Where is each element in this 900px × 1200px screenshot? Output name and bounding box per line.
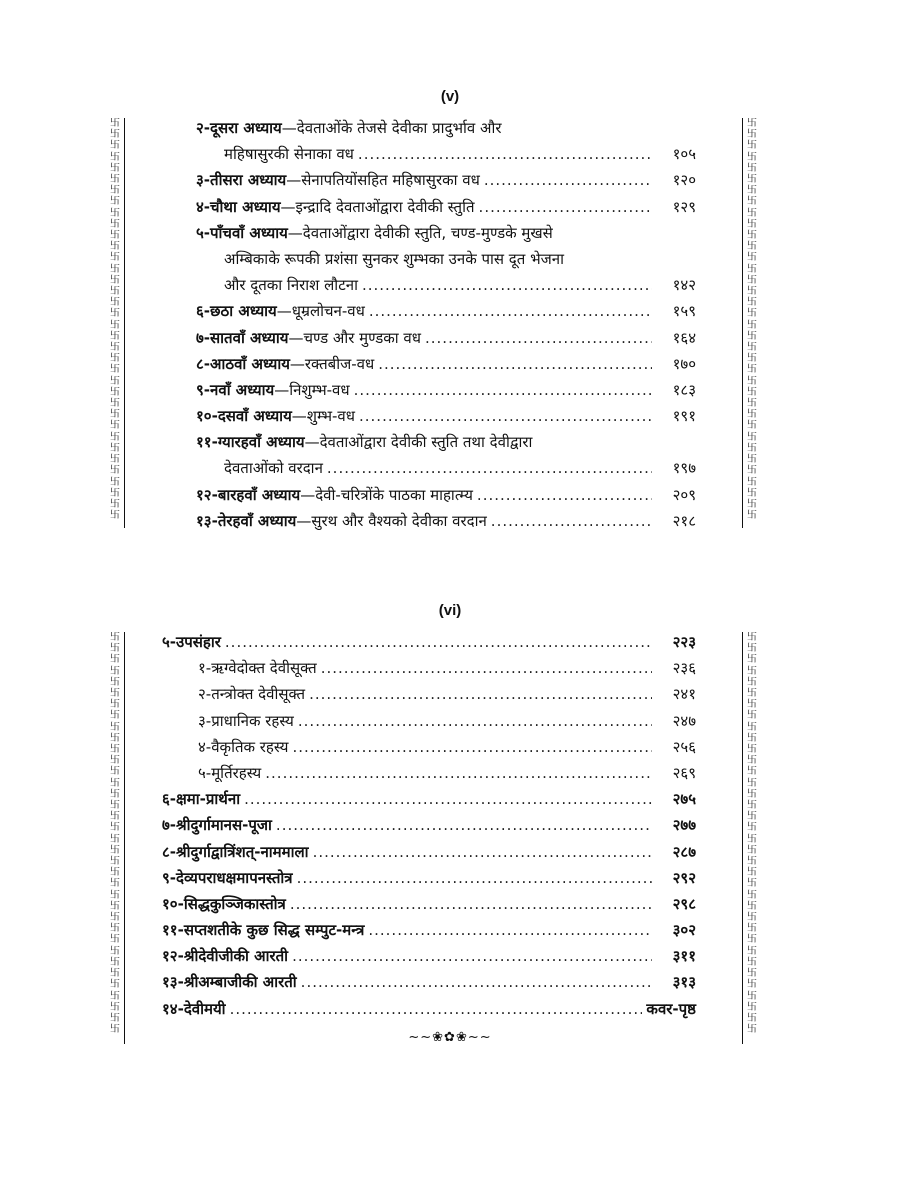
page-number: २९८ (672, 894, 696, 913)
chapter-description: देवताओंको वरदान (224, 459, 323, 478)
page-number: १९७ (672, 459, 696, 478)
chapter-title: ८-आठवाँ अध्याय (196, 354, 290, 373)
entry-title: ४-वैकृतिक रहस्य (198, 737, 289, 756)
toc-section-v (196, 118, 696, 537)
dot-leader (301, 973, 652, 991)
toc-entry (196, 380, 696, 406)
chapter-description: —देवताओंके तेजसे देवीका प्रादुर्भाव और (281, 119, 502, 137)
page-number: ३१३ (672, 973, 696, 992)
toc-entry (196, 432, 696, 458)
chapter-description: —देवताओंद्वारा देवीकी स्तुति तथा देवीद्वारा (304, 433, 533, 452)
dot-leader (265, 764, 652, 782)
dot-leader (276, 816, 652, 834)
entry-label (198, 763, 261, 783)
page-number: २४१ (672, 685, 696, 704)
dot-leader (327, 459, 652, 477)
dot-leader (230, 1000, 643, 1018)
dot-leader (225, 633, 652, 651)
page-number: २३६ (672, 659, 696, 678)
entry-label (224, 275, 358, 295)
toc-entry (196, 328, 696, 354)
toc-section-vi (162, 632, 696, 1025)
toc-entry (196, 144, 696, 170)
entry-label (162, 789, 240, 809)
entry-title: १३-श्रीअम्बाजीकी आरती (162, 973, 297, 992)
entry-label (198, 737, 288, 757)
page-number: १५९ (672, 302, 696, 321)
toc-entry (196, 511, 696, 537)
entry-title: ५-मूर्तिरहस्य (198, 763, 262, 782)
chapter-description: —देवताओंद्वारा देवीकी स्तुति, चण्ड-मुण्डके मुखसे (287, 223, 553, 242)
entry-title: ११-सप्तशतीके कुछ सिद्ध सम्पुट-मन्त्र (162, 921, 365, 940)
entry-label (162, 868, 293, 888)
chapter-title: ११-ग्यारहवाँ अध्याय (196, 433, 305, 452)
dot-leader (321, 659, 652, 677)
entry-label (198, 711, 294, 731)
toc-entry (162, 737, 696, 763)
entry-title: ७-श्रीदुर्गामानस-पूजा (162, 816, 272, 835)
entry-label (196, 406, 355, 426)
page-number: २२३ (672, 633, 696, 651)
entry-title: १२-श्रीदेवीजीकी आरती (162, 947, 289, 966)
page-number: १७० (672, 354, 696, 373)
entry-title: २-तन्त्रोक्त देवीसूक्त (198, 685, 306, 704)
chapter-title: ६-छठा अध्याय (196, 302, 277, 321)
page-number: १२० (672, 171, 696, 190)
dot-leader (313, 843, 652, 861)
dot-leader (425, 329, 652, 347)
toc-entry (196, 197, 696, 223)
dot-leader (292, 947, 652, 965)
page-number: २९२ (672, 868, 696, 887)
chapter-description: —निशुम्भ-वध (274, 380, 350, 399)
entry-label (196, 328, 421, 348)
entry-title: ८-श्रीदुर्गाद्वात्रिंशत्-नाममाला (162, 842, 309, 861)
page-number: १९१ (672, 407, 696, 426)
entry-label (162, 999, 226, 1019)
dot-leader (298, 712, 652, 730)
entry-label (224, 144, 354, 164)
page-number: ३११ (672, 947, 696, 966)
dot-leader (297, 869, 652, 887)
entry-title: १४-देवीमयी (162, 999, 226, 1018)
entry-label (196, 432, 532, 452)
toc-entry (162, 842, 696, 868)
entry-label (196, 511, 487, 531)
toc-entry (162, 632, 696, 658)
page-number: २७५ (672, 790, 696, 809)
page-label-vi: (vi) (438, 602, 462, 619)
chapter-title: ४-चौथा अध्याय (196, 197, 281, 216)
page-number: २०९ (672, 485, 696, 504)
dot-leader (368, 921, 652, 939)
dot-leader (354, 381, 652, 399)
page-number: १४२ (672, 276, 696, 295)
entry-label (196, 380, 350, 400)
toc-entry (196, 275, 696, 301)
toc-entry (162, 658, 696, 684)
entry-title: ६-क्षमा-प्रार्थना (162, 790, 241, 809)
chapter-description: अम्बिकाके रूपकी प्रशंसा सुनकर शुम्भका उनके पास दूत भेजना (224, 249, 564, 268)
entry-label (224, 249, 564, 269)
dot-leader (378, 355, 652, 373)
chapter-description: —चण्ड और मुण्डका वध (288, 328, 421, 347)
entry-title: ३-प्राधानिक रहस्य (198, 711, 294, 730)
ornament-divider: ~~❀✿❀~~ (408, 1030, 492, 1045)
dot-leader (309, 685, 652, 703)
entry-label (196, 354, 374, 374)
entry-label (162, 920, 364, 940)
entry-label (162, 632, 221, 652)
chapter-description: महिषासुरकी सेनाका वध (224, 145, 354, 164)
toc-entry (196, 118, 696, 144)
swastika-border-left-vi: 卐 卐 卐 卐 卐 卐 卐 卐 卐 卐 卐 卐 卐 卐 卐 卐 卐 卐 卐 卐 卐 卐 卐 卐 卐 卐 卐 卐 卐 卐 卐 卐 卐 卐 卐 卐 (108, 632, 125, 1044)
toc-entry (162, 711, 696, 737)
chapter-title: १३-तेरहवाँ अध्याय (196, 511, 297, 530)
page-number: २८७ (672, 842, 696, 861)
entry-label (196, 301, 365, 321)
entry-label (162, 842, 309, 862)
chapter-description: —रक्तबीज-वध (289, 354, 375, 373)
toc-entry (162, 868, 696, 894)
page-number: ३०२ (672, 921, 696, 940)
page-number: १६४ (672, 328, 696, 347)
toc-entry (196, 301, 696, 327)
entry-label (196, 223, 553, 243)
dot-leader (477, 486, 652, 504)
chapter-title: १०-दसवाँ अध्याय (196, 407, 292, 426)
swastika-border-right-vi: 卐 卐 卐 卐 卐 卐 卐 卐 卐 卐 卐 卐 卐 卐 卐 卐 卐 卐 卐 卐 卐 卐 卐 卐 卐 卐 卐 卐 卐 卐 卐 卐 卐 卐 卐 卐 (742, 632, 759, 1044)
page-number: २४७ (672, 711, 696, 730)
toc-entry (162, 972, 696, 998)
toc-entry (196, 485, 696, 511)
dot-leader (290, 895, 652, 913)
dot-leader (292, 738, 652, 756)
dot-leader (359, 407, 652, 425)
entry-label (198, 684, 305, 704)
dot-leader (358, 145, 652, 163)
entry-title: १-ऋग्वेदोक्त देवीसूक्त (198, 659, 317, 678)
chapter-description: और दूतका निराश लौटना (224, 276, 358, 295)
dot-leader (484, 171, 652, 189)
chapter-title: ७-सातवाँ अध्याय (196, 328, 289, 347)
entry-label (162, 972, 297, 992)
swastika-border-left-v: 卐 卐 卐 卐 卐 卐 卐 卐 卐 卐 卐 卐 卐 卐 卐 卐 卐 卐 卐 卐 卐 卐 卐 卐 卐 卐 卐 卐 卐 卐 卐 卐 卐 卐 卐 卐 (108, 118, 125, 528)
page-number: २७७ (672, 816, 696, 835)
entry-label (196, 197, 475, 217)
page-number: १०५ (672, 145, 696, 164)
chapter-title: २-दूसरा अध्याय (196, 119, 282, 137)
chapter-description: —देवी-चरित्रोंके पाठका माहात्म्य (300, 485, 473, 504)
toc-entry (196, 223, 696, 249)
dot-leader (491, 512, 652, 530)
toc-entry (162, 946, 696, 972)
entry-label (196, 485, 473, 505)
toc-entry (162, 815, 696, 841)
toc-entry (196, 170, 696, 196)
toc-entry (162, 684, 696, 710)
dot-leader (362, 276, 652, 294)
chapter-description: —धूम्रलोचन-वध (276, 302, 365, 321)
entry-title: ५-उपसंहार (162, 633, 221, 651)
toc-entry (196, 249, 696, 275)
toc-entry (162, 763, 696, 789)
entry-label (196, 170, 480, 190)
entry-label (162, 894, 286, 914)
entry-label (162, 815, 272, 835)
entry-title: ९-देव्यपराधक्षमापनस्तोत्र (162, 868, 293, 887)
chapter-description: —सुरथ और वैश्यको देवीका वरदान (296, 511, 487, 530)
entry-title: १०-सिद्धकुञ्जिकास्तोत्र (162, 894, 286, 913)
toc-entry (162, 789, 696, 815)
page-number: १८३ (672, 380, 696, 399)
dot-leader (244, 790, 652, 808)
chapter-title: १२-बारहवाँ अध्याय (196, 485, 301, 504)
chapter-title: ९-नवाँ अध्याय (196, 380, 275, 399)
page-number: कवर-पृष्ठ (646, 999, 696, 1018)
chapter-description: —शुम्भ-वध (291, 407, 355, 426)
toc-entry (162, 894, 696, 920)
entry-label (162, 946, 288, 966)
entry-label (224, 458, 323, 478)
page-number: १२९ (672, 197, 696, 216)
toc-entry (162, 999, 696, 1025)
toc-entry (162, 920, 696, 946)
entry-label (198, 658, 317, 678)
chapter-title: ३-तीसरा अध्याय (196, 171, 287, 190)
chapter-description: —इन्द्रादि देवताओंद्वारा देवीकी स्तुति (280, 197, 475, 216)
entry-label (196, 118, 501, 138)
page-number: २५६ (672, 737, 696, 756)
toc-entry (196, 406, 696, 432)
chapter-description: —सेनापतियोंसहित महिषासुरका वध (286, 171, 480, 190)
dot-leader (369, 302, 652, 320)
toc-entry (196, 354, 696, 380)
page-number: २६९ (672, 763, 696, 782)
page-label-v: (v) (440, 88, 460, 105)
dot-leader (479, 198, 652, 216)
page-number: २१८ (672, 511, 696, 530)
swastika-border-right-v: 卐 卐 卐 卐 卐 卐 卐 卐 卐 卐 卐 卐 卐 卐 卐 卐 卐 卐 卐 卐 卐 卐 卐 卐 卐 卐 卐 卐 卐 卐 卐 卐 卐 卐 卐 卐 (742, 118, 759, 528)
toc-entry (196, 458, 696, 484)
chapter-title: ५-पाँचवाँ अध्याय (196, 223, 288, 242)
